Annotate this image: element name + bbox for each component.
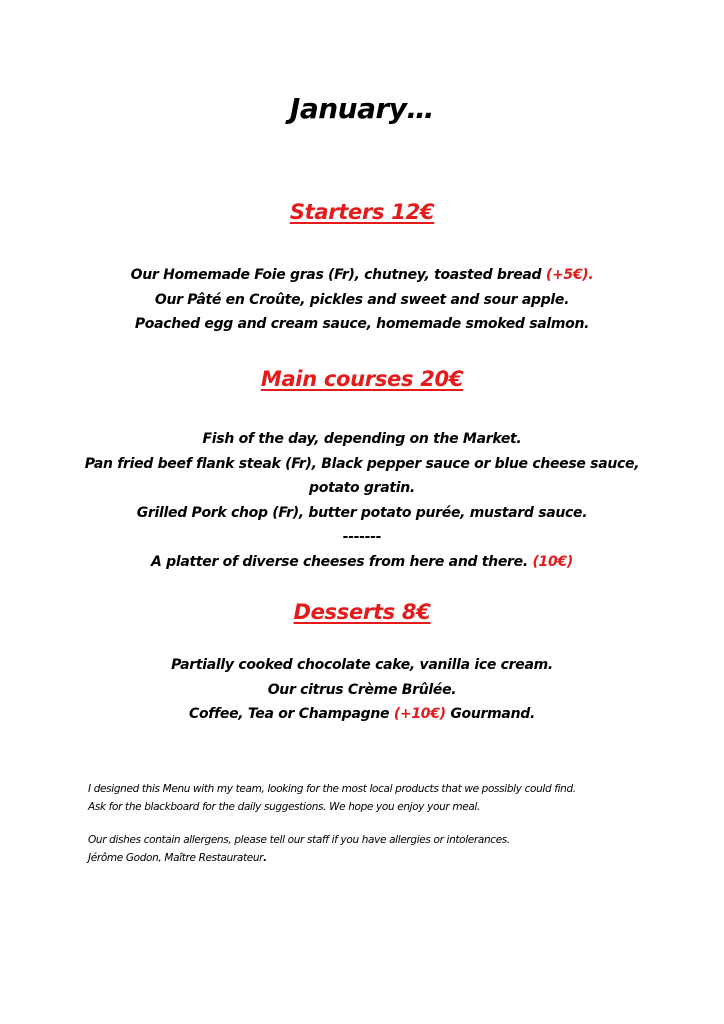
footer-spacer (88, 816, 688, 831)
footer-note: Ask for the blackboard for the daily suggestions. We hope you enjoy your meal. (88, 801, 480, 813)
starters-list (0, 263, 724, 337)
menu-item (0, 288, 724, 313)
menu-item (0, 312, 724, 337)
allergen-note: Our dishes contain allergens, please tell our staff if you have allergies or intolerances. (88, 834, 510, 846)
menu-item (0, 678, 724, 703)
menu-item-text: Our Pâté en Croûte, pickles and sweet and sour apple. (154, 291, 570, 308)
footer-notes (88, 780, 688, 867)
starters-heading: Starters 12€ (289, 200, 435, 224)
menu-item-text-suffix: Gourmand. (445, 706, 535, 722)
menu-item-text: Our Homemade Foie gras (Fr), chutney, toasted bread (130, 267, 546, 283)
menu-item-text: Fish of the day, depending on the Market. (202, 431, 522, 447)
desserts-heading: Desserts 8€ (293, 600, 431, 624)
menu-item-text: Pan fried beef flank steak (Fr), Black pepper sauce or blue cheese sauce, (84, 455, 640, 472)
signature (88, 849, 688, 867)
menu-item (0, 550, 724, 575)
menu-item-text: Grilled Pork chop (Fr), butter potato purée, mustard sauce. (136, 504, 588, 521)
menu-item-text: A platter of diverse cheeses from here and there. (151, 553, 533, 570)
menu-item (0, 452, 724, 477)
signature-end: . (263, 852, 267, 864)
menu-item (0, 263, 724, 288)
menu-item-text: Poached egg and cream sauce, homemade smoked salmon. (134, 316, 590, 332)
menu-item-text: potato gratin. (309, 480, 415, 496)
menu-item (0, 501, 724, 526)
menu-item (0, 702, 724, 727)
menu-item (0, 476, 724, 501)
main-courses-heading: Main courses 20€ (260, 367, 464, 391)
main-courses-list (0, 427, 724, 574)
menu-item (0, 427, 724, 452)
menu-item-text: Coffee, Tea or Champagne (189, 706, 394, 722)
menu-item-text: Our citrus Crème Brûlée. (267, 681, 457, 698)
signature-text: Jérôme Godon, Maître Restaurateur (88, 852, 264, 864)
desserts-list (0, 653, 724, 727)
menu-divider (0, 525, 724, 550)
footer-note: I designed this Menu with my team, looking for the most local products that we possibly could find. (88, 783, 576, 795)
menu-item-price-supplement: (+5€). (545, 267, 594, 283)
menu-item (0, 653, 724, 678)
menu-item-price-supplement: (+10€) (393, 706, 446, 722)
divider-text: ------- (342, 529, 382, 545)
page-title: January… (289, 92, 435, 125)
menu-item-price-supplement: (10€) (532, 553, 573, 570)
menu-item-text: Partially cooked chocolate cake, vanilla ice cream. (171, 657, 553, 673)
